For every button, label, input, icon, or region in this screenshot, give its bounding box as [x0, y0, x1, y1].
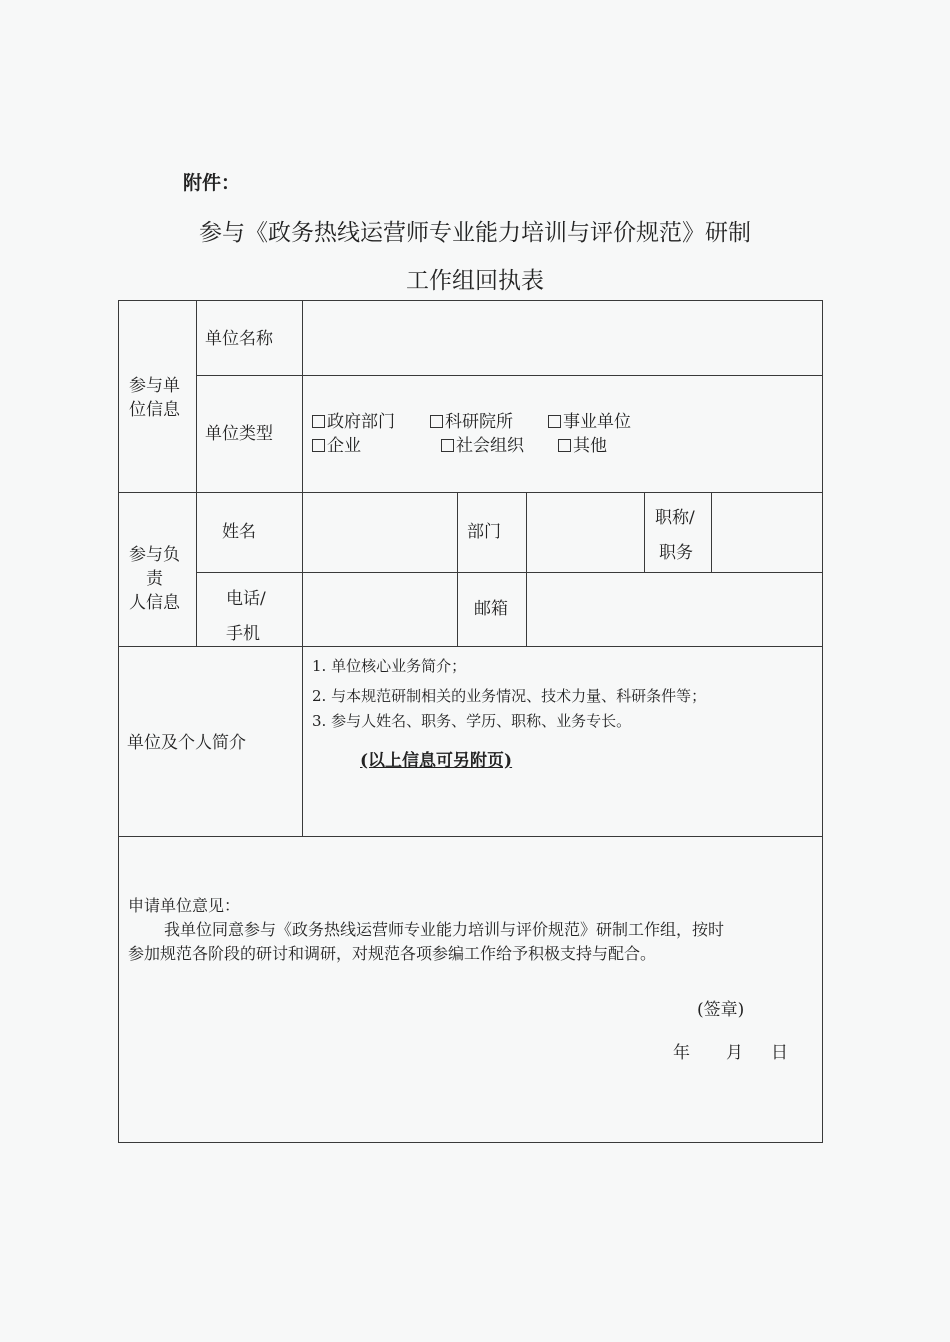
- type-option-public-institution[interactable]: 事业单位: [548, 411, 631, 433]
- org-group-label: 位信息: [129, 400, 180, 420]
- type-option-other[interactable]: 其他: [558, 435, 607, 457]
- person-group-label: 责: [146, 569, 163, 589]
- date-day-label: 日: [771, 1043, 788, 1063]
- checkbox-icon: [430, 415, 443, 428]
- checkbox-icon: [548, 415, 561, 428]
- attachment-note: (以上信息可另附页): [360, 751, 513, 771]
- form-subtitle: 工作组回执表: [406, 268, 544, 294]
- attachment-label: 附件：: [183, 172, 241, 194]
- divider: [644, 492, 645, 573]
- table-border-bottom: [118, 1142, 823, 1143]
- job-title-label: 职称/: [655, 508, 695, 528]
- divider: [196, 375, 823, 376]
- table-border-top: [118, 300, 823, 301]
- type-option-enterprise[interactable]: 企业: [312, 435, 361, 457]
- checkbox-icon: [558, 439, 571, 452]
- department-field[interactable]: [527, 493, 644, 572]
- org-type-label: 单位类型: [205, 424, 273, 444]
- divider: [196, 300, 197, 647]
- person-name-field[interactable]: [303, 493, 457, 572]
- intro-item: 2. 与本规范研制相关的业务情况、技术力量、科研条件等；: [312, 687, 707, 705]
- table-border-left: [118, 300, 119, 1143]
- org-group-label: 参与单: [129, 376, 180, 396]
- phone-label: 手机: [226, 624, 260, 644]
- type-option-government[interactable]: 政府部门: [312, 411, 395, 433]
- type-option-research[interactable]: 科研院所: [430, 411, 513, 433]
- phone-field[interactable]: [303, 573, 457, 646]
- type-option-social-org[interactable]: 社会组织: [441, 435, 524, 457]
- checkbox-icon: [312, 415, 325, 428]
- form-title: 参与《政务热线运营师专业能力培训与评价规范》研制: [199, 220, 751, 246]
- table-border-right: [822, 300, 823, 1143]
- department-label: 部门: [467, 522, 501, 542]
- intro-item: 1. 单位核心业务简介；: [312, 657, 467, 675]
- email-field[interactable]: [527, 573, 822, 646]
- phone-label: 电话/: [226, 589, 266, 609]
- email-label: 邮箱: [474, 599, 508, 619]
- intro-item: 3. 参与人姓名、职务、学历、职称、业务专长。: [312, 712, 632, 730]
- person-group-label: 人信息: [129, 593, 180, 613]
- person-name-label: 姓名: [222, 522, 256, 542]
- intro-label: 单位及个人简介: [127, 733, 246, 753]
- opinion-label: 申请单位意见：: [128, 896, 241, 915]
- opinion-text: 我单位同意参与《政务热线运营师专业能力培训与评价规范》研制工作组，按时: [164, 920, 725, 939]
- checkbox-icon: [312, 439, 325, 452]
- seal-label: (签章): [697, 1000, 745, 1020]
- checkbox-icon: [441, 439, 454, 452]
- org-name-label: 单位名称: [205, 329, 273, 349]
- person-group-label: 参与负: [129, 545, 180, 565]
- divider: [118, 646, 823, 647]
- divider: [457, 492, 458, 647]
- job-title-field[interactable]: [712, 493, 822, 572]
- job-title-label: 职务: [659, 543, 693, 563]
- divider: [118, 836, 823, 837]
- opinion-text: 参加规范各阶段的研讨和调研，对规范各项参编工作给予积极支持与配合。: [128, 944, 657, 963]
- date-month-label: 月: [726, 1043, 743, 1063]
- date-year-label: 年: [673, 1043, 690, 1063]
